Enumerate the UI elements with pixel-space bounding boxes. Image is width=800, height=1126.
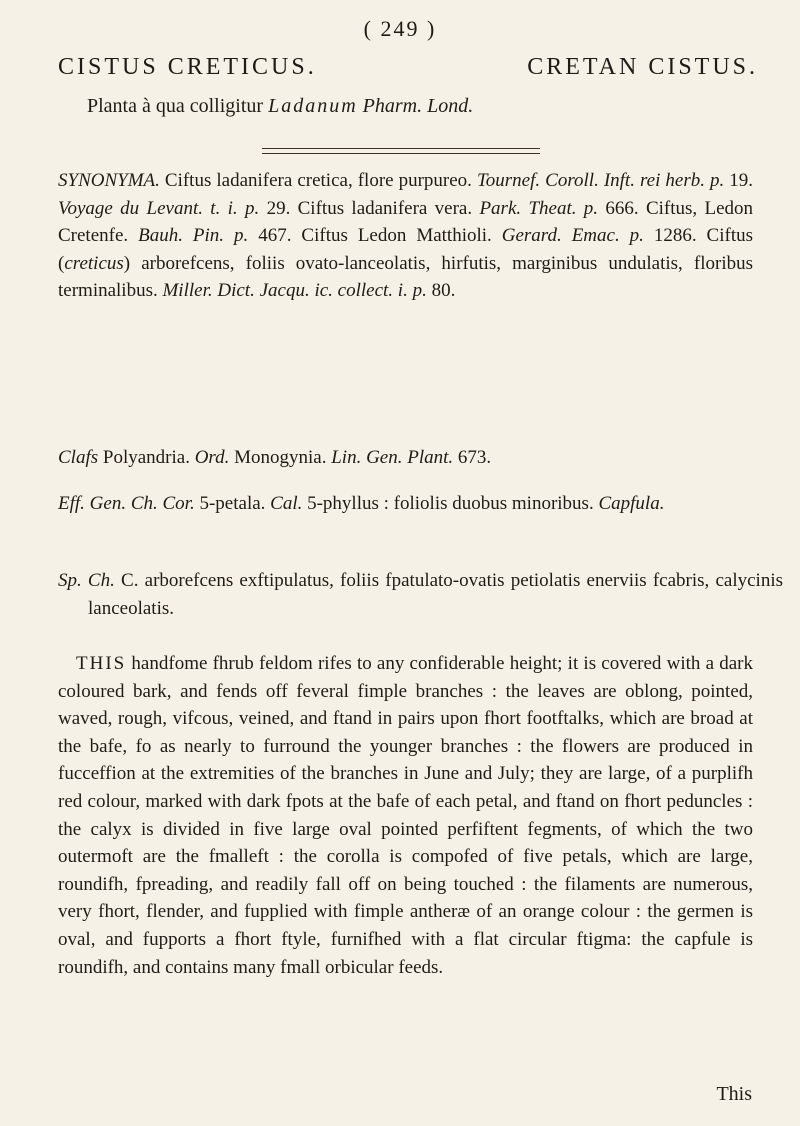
description-paragraph: THIS handfome fhrub feldom rifes to any confiderable height; it is covered with a dark coloured bark, and fends off feveral fimple branches : the leaves are oblong, pointed, waved, rough, vifcous, veined, and ftand in pairs upon fhort footftalks, which are broad at the bafe, fo as nearly to furround the younger branches : the flowers are produced in fucceffion at the extremities of the branches in June and July; they are large, of a purplifh red colour, marked with dark fpots at the bafe of each petal, and ftand on fhort peduncles : the calyx is divided in five large oval pointed perfiftent fegments, of which the two outermoft are the fmalleft : the corolla is compofed of five petals, which are large, roundifh, fpreading, and readily fall off on being touched : the filaments are numerous, very fhort, flender, and fupplied with fimple antheræ of an orange colour : the germen is oval, and fupports a fhort ftyle, furnifhed with a flat circular ftigma: the capfule is roundifh, and contains many fmall orbicular feeds. [58,653,753,978]
page-number: ( 249 ) [363,16,437,41]
specific-character: Sp. Ch. C. arborefcens exftipulatus, foliis fpatulato-ovatis petiolatis enerviis fcabris, calycinis lanceolatis. [58,570,783,619]
catchword: This [716,1083,752,1105]
divider-rule [262,153,540,154]
title-english: CRETAN CISTUS. [527,54,758,80]
pharmacopoeia-note: Planta à qua colligitur Ladanum Pharm. Lond. [87,95,474,117]
divider-rule [262,148,540,149]
synonyma-paragraph: SYNONYMA. Ciftus ladanifera cretica, flore purpureo. Tournef. Coroll. Inft. rei herb. p. 19. Voyage du Levant. t. i. p. 29. Ciftus ladanifera vera. Park. Theat. p. 666. Ciftus, Ledon Cretenfe. Bauh. Pin. p. 467. Ciftus Ledon Matthioli. Gerard. Emac. p. 1286. Ciftus (creticus) arborefcens, foliis ovato-lanceolatis, hirfutis, marginibus undulatis, floribus terminalibus. Miller. Dict. Jacqu. ic. collect. i. p. 80. [58,170,754,301]
title-latin: CISTUS CRETICUS. [58,54,317,80]
class-line: Clafs Polyandria. Ord. Monogynia. Lin. Gen. Plant. 673. [58,447,492,468]
page-title [58,54,758,81]
generic-character: Eff. Gen. Ch. Cor. 5-petala. Cal. 5-phyllus : foliolis duobus minoribus. Capfula. [58,493,665,514]
